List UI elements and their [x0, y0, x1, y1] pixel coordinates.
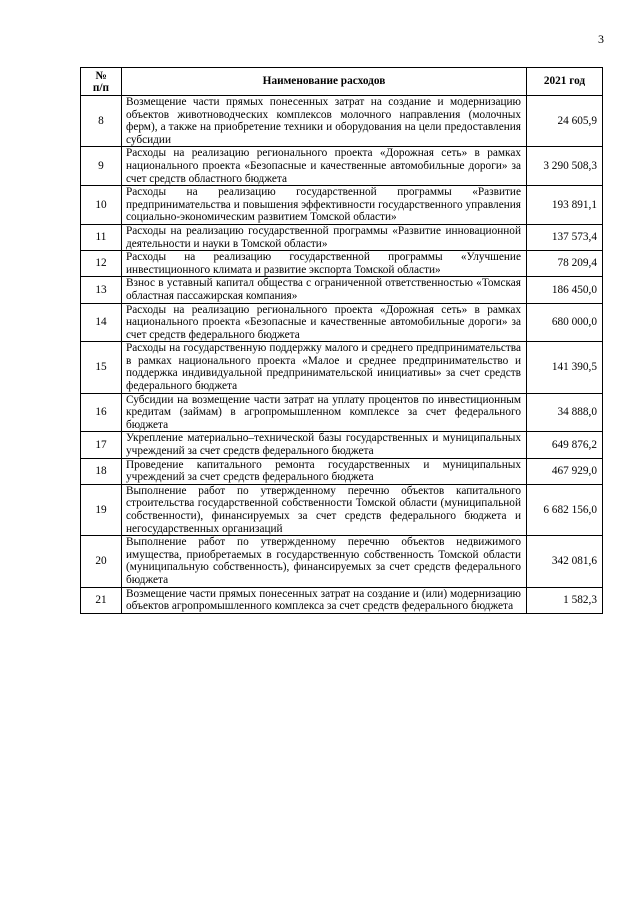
row-number: 21: [81, 587, 122, 613]
row-number: 10: [81, 186, 122, 225]
row-amount-2021: 342 081,6: [527, 536, 603, 587]
row-amount-2021: 680 000,0: [527, 303, 603, 342]
row-amount-2021: 6 682 156,0: [527, 484, 603, 535]
expenses-table: [80, 67, 603, 614]
row-expense-name: Расходы на реализацию регионального проекта «Дорожная сеть» в рамках национального проекта «Безопасные и качественные автомобильные дороги» за счет средств федерального бюджета: [122, 303, 527, 342]
row-amount-2021: 137 573,4: [527, 224, 603, 250]
row-expense-name: Укрепление материально–технической базы государственных и муниципальных учреждений за счет средств федерального бюджета: [122, 432, 527, 458]
row-number: 12: [81, 251, 122, 277]
header-year: 2021 год: [527, 68, 603, 96]
row-amount-2021: 1 582,3: [527, 587, 603, 613]
row-expense-name: Выполнение работ по утвержденному перечню объектов капитального строительства государственной собственности Томской области (муниципальной собственности), финансируемых за счет средств федерального бюджета и негосударственных организаций: [122, 484, 527, 535]
row-number: 19: [81, 484, 122, 535]
table-row: [81, 484, 603, 535]
row-amount-2021: 141 390,5: [527, 342, 603, 393]
row-expense-name: Возмещение части прямых понесенных затрат на создание и модернизацию объектов животноводческих комплексов молочного направления (молочных ферм), а также на приобретение техники и оборудования на цели предоставления субсидии: [122, 96, 527, 147]
row-expense-name: Выполнение работ по утвержденному перечню объектов недвижимого имущества, приобретаемых в государственную собственность Томской области (муниципальную собственность), финансируемых за счет средств федерального бюджета: [122, 536, 527, 587]
row-amount-2021: 186 450,0: [527, 277, 603, 303]
table-row: [81, 224, 603, 250]
row-expense-name: Возмещение части прямых понесенных затрат на создание и (или) модернизацию объектов агропромышленного комплекса за счет средств федерального бюджета: [122, 587, 527, 613]
table-row: [81, 251, 603, 277]
table-row: [81, 536, 603, 587]
table-row: [81, 147, 603, 186]
row-amount-2021: 78 209,4: [527, 251, 603, 277]
row-expense-name: Проведение капитального ремонта государственных и муниципальных учреждений за счет средств федерального бюджета: [122, 458, 527, 484]
table-row: [81, 96, 603, 147]
row-number: 15: [81, 342, 122, 393]
table-row: [81, 186, 603, 225]
row-number: 17: [81, 432, 122, 458]
table-row: [81, 587, 603, 613]
row-number: 18: [81, 458, 122, 484]
row-expense-name: Расходы на реализацию регионального проекта «Дорожная сеть» в рамках национального проекта «Безопасные и качественные автомобильные дороги» за счет средств областного бюджета: [122, 147, 527, 186]
table-row: [81, 342, 603, 393]
row-number: 20: [81, 536, 122, 587]
row-amount-2021: 649 876,2: [527, 432, 603, 458]
row-expense-name: Взнос в уставный капитал общества с ограниченной ответственностью «Томская областная пассажирская компания»: [122, 277, 527, 303]
table-row: [81, 303, 603, 342]
row-expense-name: Расходы на реализацию государственной программы «Развитие предпринимательства и повышения эффективности государственного управления социально-экономическим развитием Томской области»: [122, 186, 527, 225]
row-number: 11: [81, 224, 122, 250]
row-expense-name: Расходы на реализацию государственной программы «Улучшение инвестиционного климата и развитие экспорта Томской области»: [122, 251, 527, 277]
header-name: Наименование расходов: [122, 68, 527, 96]
table-row: [81, 277, 603, 303]
row-amount-2021: 3 290 508,3: [527, 147, 603, 186]
row-number: 8: [81, 96, 122, 147]
row-amount-2021: 193 891,1: [527, 186, 603, 225]
row-number: 13: [81, 277, 122, 303]
page-number: 3: [598, 32, 604, 46]
row-expense-name: Субсидии на возмещение части затрат на уплату процентов по инвестиционным кредитам (займам) в агропромышленном комплексе за счет федерального бюджета: [122, 393, 527, 432]
table-row: [81, 432, 603, 458]
row-number: 9: [81, 147, 122, 186]
row-amount-2021: 24 605,9: [527, 96, 603, 147]
row-amount-2021: 467 929,0: [527, 458, 603, 484]
table-header-row: [81, 68, 603, 96]
table-row: [81, 458, 603, 484]
table-row: [81, 393, 603, 432]
row-amount-2021: 34 888,0: [527, 393, 603, 432]
row-number: 14: [81, 303, 122, 342]
row-expense-name: Расходы на государственную поддержку малого и среднего предпринимательства в рамках национального проекта «Малое и среднее предпринимательство и поддержка индивидуальной предпринимательской инициативы» за счет средств федерального бюджета: [122, 342, 527, 393]
row-number: 16: [81, 393, 122, 432]
row-expense-name: Расходы на реализацию государственной программы «Развитие инновационной деятельности и науки в Томской области»: [122, 224, 527, 250]
header-num: № п/п: [81, 68, 122, 96]
